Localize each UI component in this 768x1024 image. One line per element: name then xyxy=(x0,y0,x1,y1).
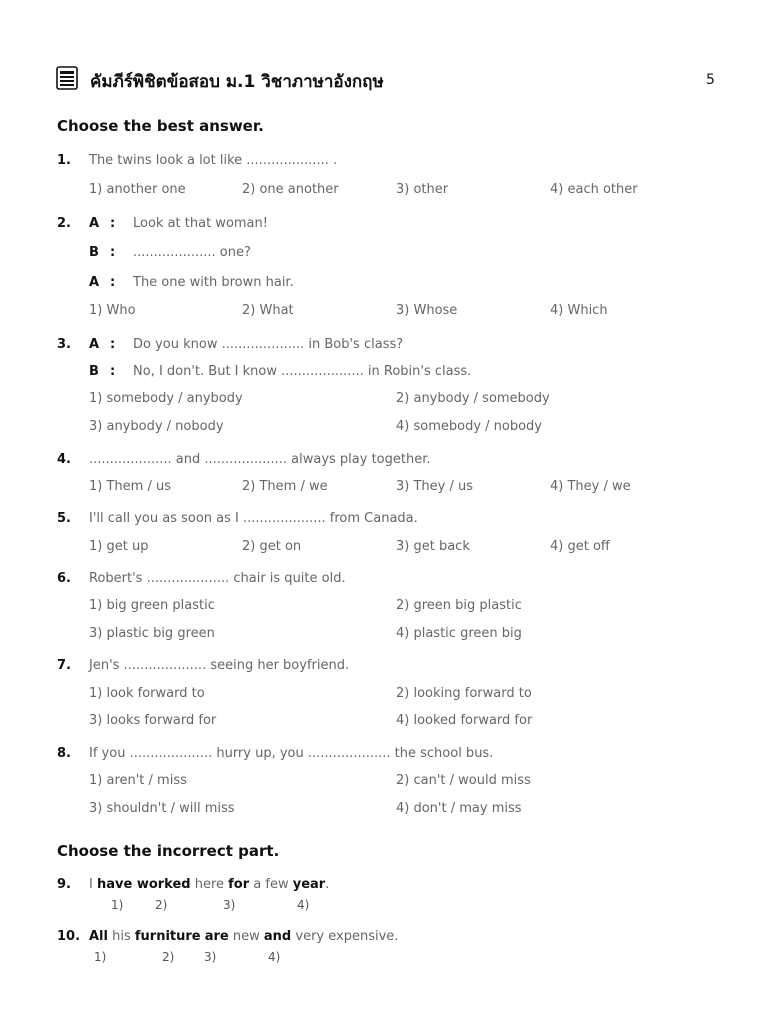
option[interactable]: 2) one another xyxy=(242,182,339,197)
option[interactable]: 1) look forward to xyxy=(89,686,205,701)
question-number: 3. xyxy=(57,337,71,352)
option[interactable]: 2) green big plastic xyxy=(396,598,522,613)
sentence-text: very expensive. xyxy=(291,929,399,944)
dialogue-line: The one with brown hair. xyxy=(133,275,294,290)
option[interactable]: 3) looks forward for xyxy=(89,713,217,728)
question-number: 1. xyxy=(57,153,71,168)
question-sentence xyxy=(89,877,329,892)
speaker-label: B xyxy=(89,364,99,379)
sentence-text: a few xyxy=(249,877,293,892)
speaker-label: B xyxy=(89,245,99,260)
underlined-part[interactable]: have worked xyxy=(96,877,191,892)
dialogue-line: Do you know .................... in Bob's class? xyxy=(133,337,404,352)
option[interactable]: 2) can't / would miss xyxy=(396,773,531,788)
speaker-label: A xyxy=(89,216,100,231)
option[interactable]: 3) Whose xyxy=(396,303,458,318)
option[interactable]: 3) other xyxy=(396,182,449,197)
book-stack-icon xyxy=(56,66,78,90)
option[interactable]: 3) shouldn't / will miss xyxy=(89,801,235,816)
page-number: 5 xyxy=(706,72,715,88)
option[interactable]: 4) They / we xyxy=(550,479,631,494)
underlined-part[interactable]: furniture xyxy=(134,929,201,944)
speaker-colon: : xyxy=(110,216,116,231)
option[interactable]: 1) get up xyxy=(89,539,149,554)
option[interactable]: 4) Which xyxy=(550,303,608,318)
question-stem: If you .................... hurry up, you .................... the school bus. xyxy=(89,746,494,761)
question-stem: I'll call you as soon as I .................... from Canada. xyxy=(89,511,418,526)
option[interactable]: 4) get off xyxy=(550,539,610,554)
dialogue-line: .................... one? xyxy=(133,245,251,260)
part-marker: 3) xyxy=(204,950,217,964)
speaker-label: A xyxy=(89,337,100,352)
part-marker: 3) xyxy=(223,898,236,912)
sentence-text: here xyxy=(190,877,229,892)
option[interactable]: 4) looked forward for xyxy=(396,713,533,728)
question-number: 5. xyxy=(57,511,71,526)
question-number: 4. xyxy=(57,452,71,467)
dialogue-line: Look at that woman! xyxy=(133,216,268,231)
part-marker: 4) xyxy=(268,950,281,964)
underlined-part[interactable]: year xyxy=(292,877,326,892)
question-number: 8. xyxy=(57,746,71,761)
speaker-colon: : xyxy=(110,245,116,260)
question-number: 7. xyxy=(57,658,71,673)
sentence-text: his xyxy=(107,929,135,944)
option[interactable]: 2) looking forward to xyxy=(396,686,532,701)
speaker-colon: : xyxy=(110,275,116,290)
option[interactable]: 3) They / us xyxy=(396,479,474,494)
speaker-label: A xyxy=(89,275,100,290)
section-title-incorrect-part: Choose the incorrect part. xyxy=(57,842,280,860)
question-stem: The twins look a lot like .................... . xyxy=(89,153,338,168)
header-title: คัมภีร์พิชิตข้อสอบ ม.1 วิชาภาษาอังกฤษ xyxy=(90,72,384,92)
part-marker: 2) xyxy=(155,898,168,912)
option[interactable]: 4) don't / may miss xyxy=(396,801,522,816)
option[interactable]: 1) aren't / miss xyxy=(89,773,187,788)
option[interactable]: 3) plastic big green xyxy=(89,626,215,641)
question-number: 6. xyxy=(57,571,71,586)
section-title-best-answer: Choose the best answer. xyxy=(57,117,264,135)
question-stem: .................... and .................... always play together. xyxy=(89,452,431,467)
sentence-text: . xyxy=(325,877,330,892)
part-marker: 1) xyxy=(94,950,107,964)
option[interactable]: 1) Who xyxy=(89,303,136,318)
option[interactable]: 4) each other xyxy=(550,182,638,197)
question-sentence xyxy=(89,929,398,944)
option[interactable]: 2) anybody / somebody xyxy=(396,391,550,406)
part-marker: 2) xyxy=(162,950,175,964)
option[interactable]: 1) Them / us xyxy=(89,479,171,494)
option[interactable]: 1) another one xyxy=(89,182,186,197)
option[interactable]: 3) get back xyxy=(396,539,470,554)
part-marker: 4) xyxy=(297,898,310,912)
part-marker: 1) xyxy=(111,898,124,912)
speaker-colon: : xyxy=(110,337,116,352)
option[interactable]: 2) get on xyxy=(242,539,302,554)
option[interactable]: 4) somebody / nobody xyxy=(396,419,543,434)
option[interactable]: 3) anybody / nobody xyxy=(89,419,224,434)
question-number: 9. xyxy=(57,877,71,892)
option[interactable]: 4) plastic green big xyxy=(396,626,522,641)
underlined-part[interactable]: are xyxy=(204,929,229,944)
underlined-part[interactable]: and xyxy=(263,929,292,944)
sentence-text: I xyxy=(89,877,97,892)
underlined-part[interactable]: All xyxy=(89,929,108,944)
sentence-text: new xyxy=(228,929,264,944)
question-stem: Jen's .................... seeing her boyfriend. xyxy=(89,658,350,673)
option[interactable]: 2) Them / we xyxy=(242,479,328,494)
option[interactable]: 1) big green plastic xyxy=(89,598,215,613)
dialogue-line: No, I don't. But I know .................... in Robin's class. xyxy=(133,364,472,379)
option[interactable]: 1) somebody / anybody xyxy=(89,391,243,406)
question-number: 2. xyxy=(57,216,71,231)
speaker-colon: : xyxy=(110,364,116,379)
question-number: 10. xyxy=(57,929,81,944)
question-stem: Robert's .................... chair is quite old. xyxy=(89,571,346,586)
underlined-part[interactable]: for xyxy=(228,877,250,892)
option[interactable]: 2) What xyxy=(242,303,294,318)
